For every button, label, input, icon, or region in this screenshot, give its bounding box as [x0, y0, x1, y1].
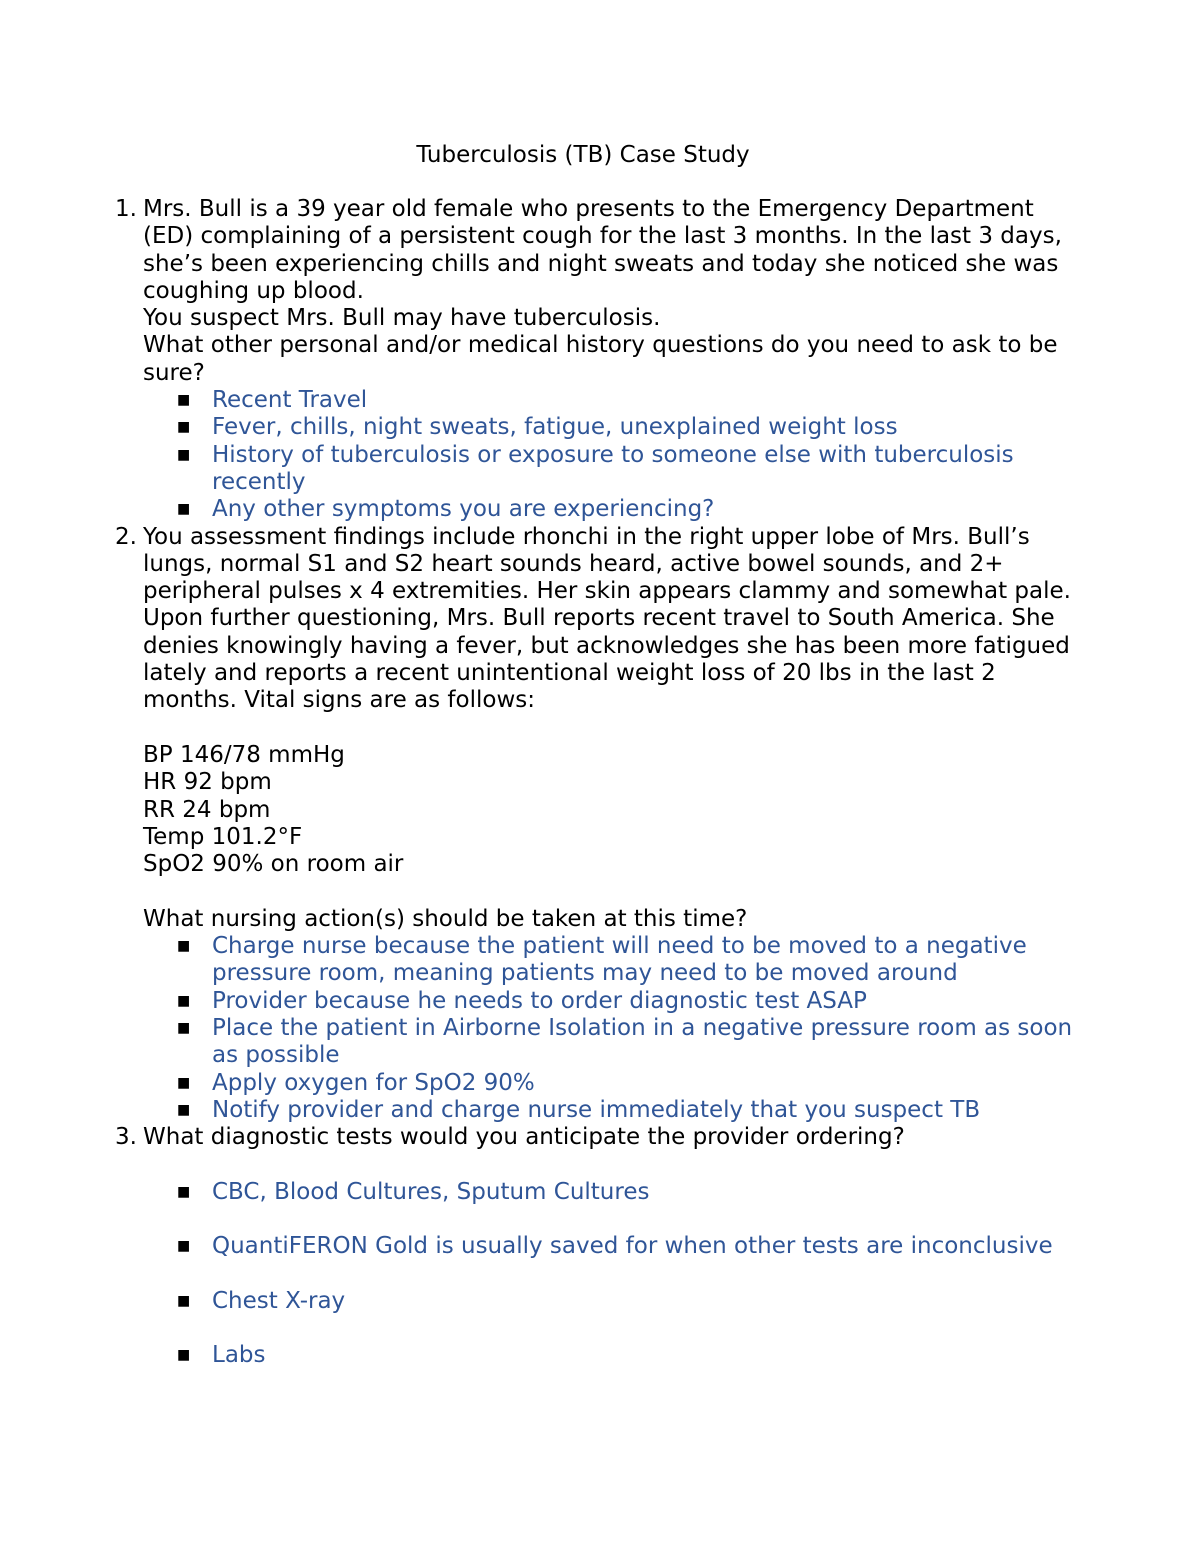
bullet-icon: ■: [177, 938, 191, 955]
question-number: 2.: [115, 523, 137, 550]
vital-signs: [143, 742, 1078, 878]
question-2-prompt: What nursing action(s) should be taken at this time?: [143, 905, 748, 932]
answer-list: [143, 387, 1078, 523]
answer-text: Provider because he needs to order diagnostic test ASAP: [212, 987, 867, 1014]
answer-item: [143, 387, 1078, 414]
answer-text: Chest X-ray: [212, 1287, 346, 1314]
question-1-scenario: Mrs. Bull is a 39 year old female who presents to the Emergency Department (ED) complaining of a persistent cough for the last 3 months. In the last 3 days, she’s been experiencing chills and night sweats and today she noticed she was coughing up blood.: [143, 196, 1062, 304]
bullet-icon: ■: [177, 501, 191, 518]
bullet-icon: ■: [177, 419, 191, 436]
document-title: Tuberculosis (TB) Case Study: [416, 142, 750, 168]
question-3-prompt: What diagnostic tests would you anticipate the provider ordering?: [143, 1124, 905, 1151]
answer-text: Any other symptoms you are experiencing?: [212, 496, 715, 523]
document-body: [115, 196, 1078, 1370]
bullet-icon: ■: [177, 1019, 191, 1036]
question-1-suspicion: You suspect Mrs. Bull may have tuberculosis.: [143, 305, 661, 332]
answer-text: Recent Travel: [212, 387, 368, 414]
answer-item: [143, 1015, 1078, 1070]
vital-temp: Temp 101.2°F: [143, 823, 303, 850]
question-1: [115, 196, 1078, 524]
question-3: [115, 1124, 1078, 1370]
answer-item: [143, 1070, 1078, 1097]
vital-hr: HR 92 bpm: [143, 769, 272, 796]
spacer: [143, 878, 1078, 905]
bullet-icon: ■: [177, 446, 191, 463]
answer-text: QuantiFERON Gold is usually saved for when other tests are inconclusive: [212, 1233, 1053, 1260]
answer-list: [143, 1179, 1078, 1370]
answer-item: [143, 1288, 1078, 1315]
bullet-icon: ■: [177, 1238, 191, 1255]
answer-text: Labs: [212, 1342, 266, 1369]
answer-item: [143, 988, 1078, 1015]
answer-text: Apply oxygen for SpO2 90%: [212, 1069, 535, 1096]
question-2: [115, 523, 1078, 1125]
bullet-icon: ■: [177, 1292, 191, 1309]
bullet-icon: ■: [177, 1183, 191, 1200]
answer-text: Notify provider and charge nurse immediately that you suspect TB: [212, 1096, 981, 1123]
vital-spo2: SpO2 90% on room air: [143, 851, 404, 878]
question-number: 3.: [115, 1124, 137, 1151]
answer-item: [143, 1097, 1078, 1124]
bullet-icon: ■: [177, 1347, 191, 1364]
spacer: [143, 715, 1078, 742]
answer-item: [143, 414, 1078, 441]
answer-item: [143, 442, 1078, 497]
bullet-icon: ■: [177, 392, 191, 409]
answer-item: [143, 1179, 1078, 1206]
answer-text: Fever, chills, night sweats, fatigue, unexplained weight loss: [212, 414, 898, 441]
answer-item: [143, 496, 1078, 523]
answer-item: [143, 933, 1078, 988]
answer-text: CBC, Blood Cultures, Sputum Cultures: [212, 1178, 650, 1205]
bullet-icon: ■: [177, 1101, 191, 1118]
answer-item: [143, 1342, 1078, 1369]
bullet-icon: ■: [177, 1074, 191, 1091]
bullet-icon: ■: [177, 992, 191, 1009]
vital-bp: BP 146/78 mmHg: [143, 741, 345, 768]
question-number: 1.: [115, 196, 137, 222]
answer-list: [143, 933, 1078, 1124]
question-1-prompt: What other personal and/or medical history questions do you need to ask to be sure?: [143, 332, 1058, 386]
answer-text: History of tuberculosis or exposure to someone else with tuberculosis recently: [212, 441, 1014, 495]
question-2-assessment: You assessment findings include rhonchi in the right upper lobe of Mrs. Bull’s lungs, normal S1 and S2 heart sounds heard, active bowel sounds, and 2+ peripheral pulses x 4 extremities. Her skin appears clammy and somewhat pale. Upon further questioning, Mrs. Bull reports recent travel to South America. She denies knowingly having a fever, but acknowledges she has been more fatigued lately and reports a recent unintentional weight loss of 20 lbs in the last 2 months. Vital signs are as follows:: [143, 523, 1071, 714]
answer-text: Place the patient in Airborne Isolation in a negative pressure room as soon as possible: [212, 1014, 1073, 1069]
vital-rr: RR 24 bpm: [143, 796, 271, 823]
answer-item: [143, 1233, 1078, 1260]
answer-text: Charge nurse because the patient will need to be moved to a negative pressure room, meaning patients may need to be moved around: [212, 933, 1027, 987]
